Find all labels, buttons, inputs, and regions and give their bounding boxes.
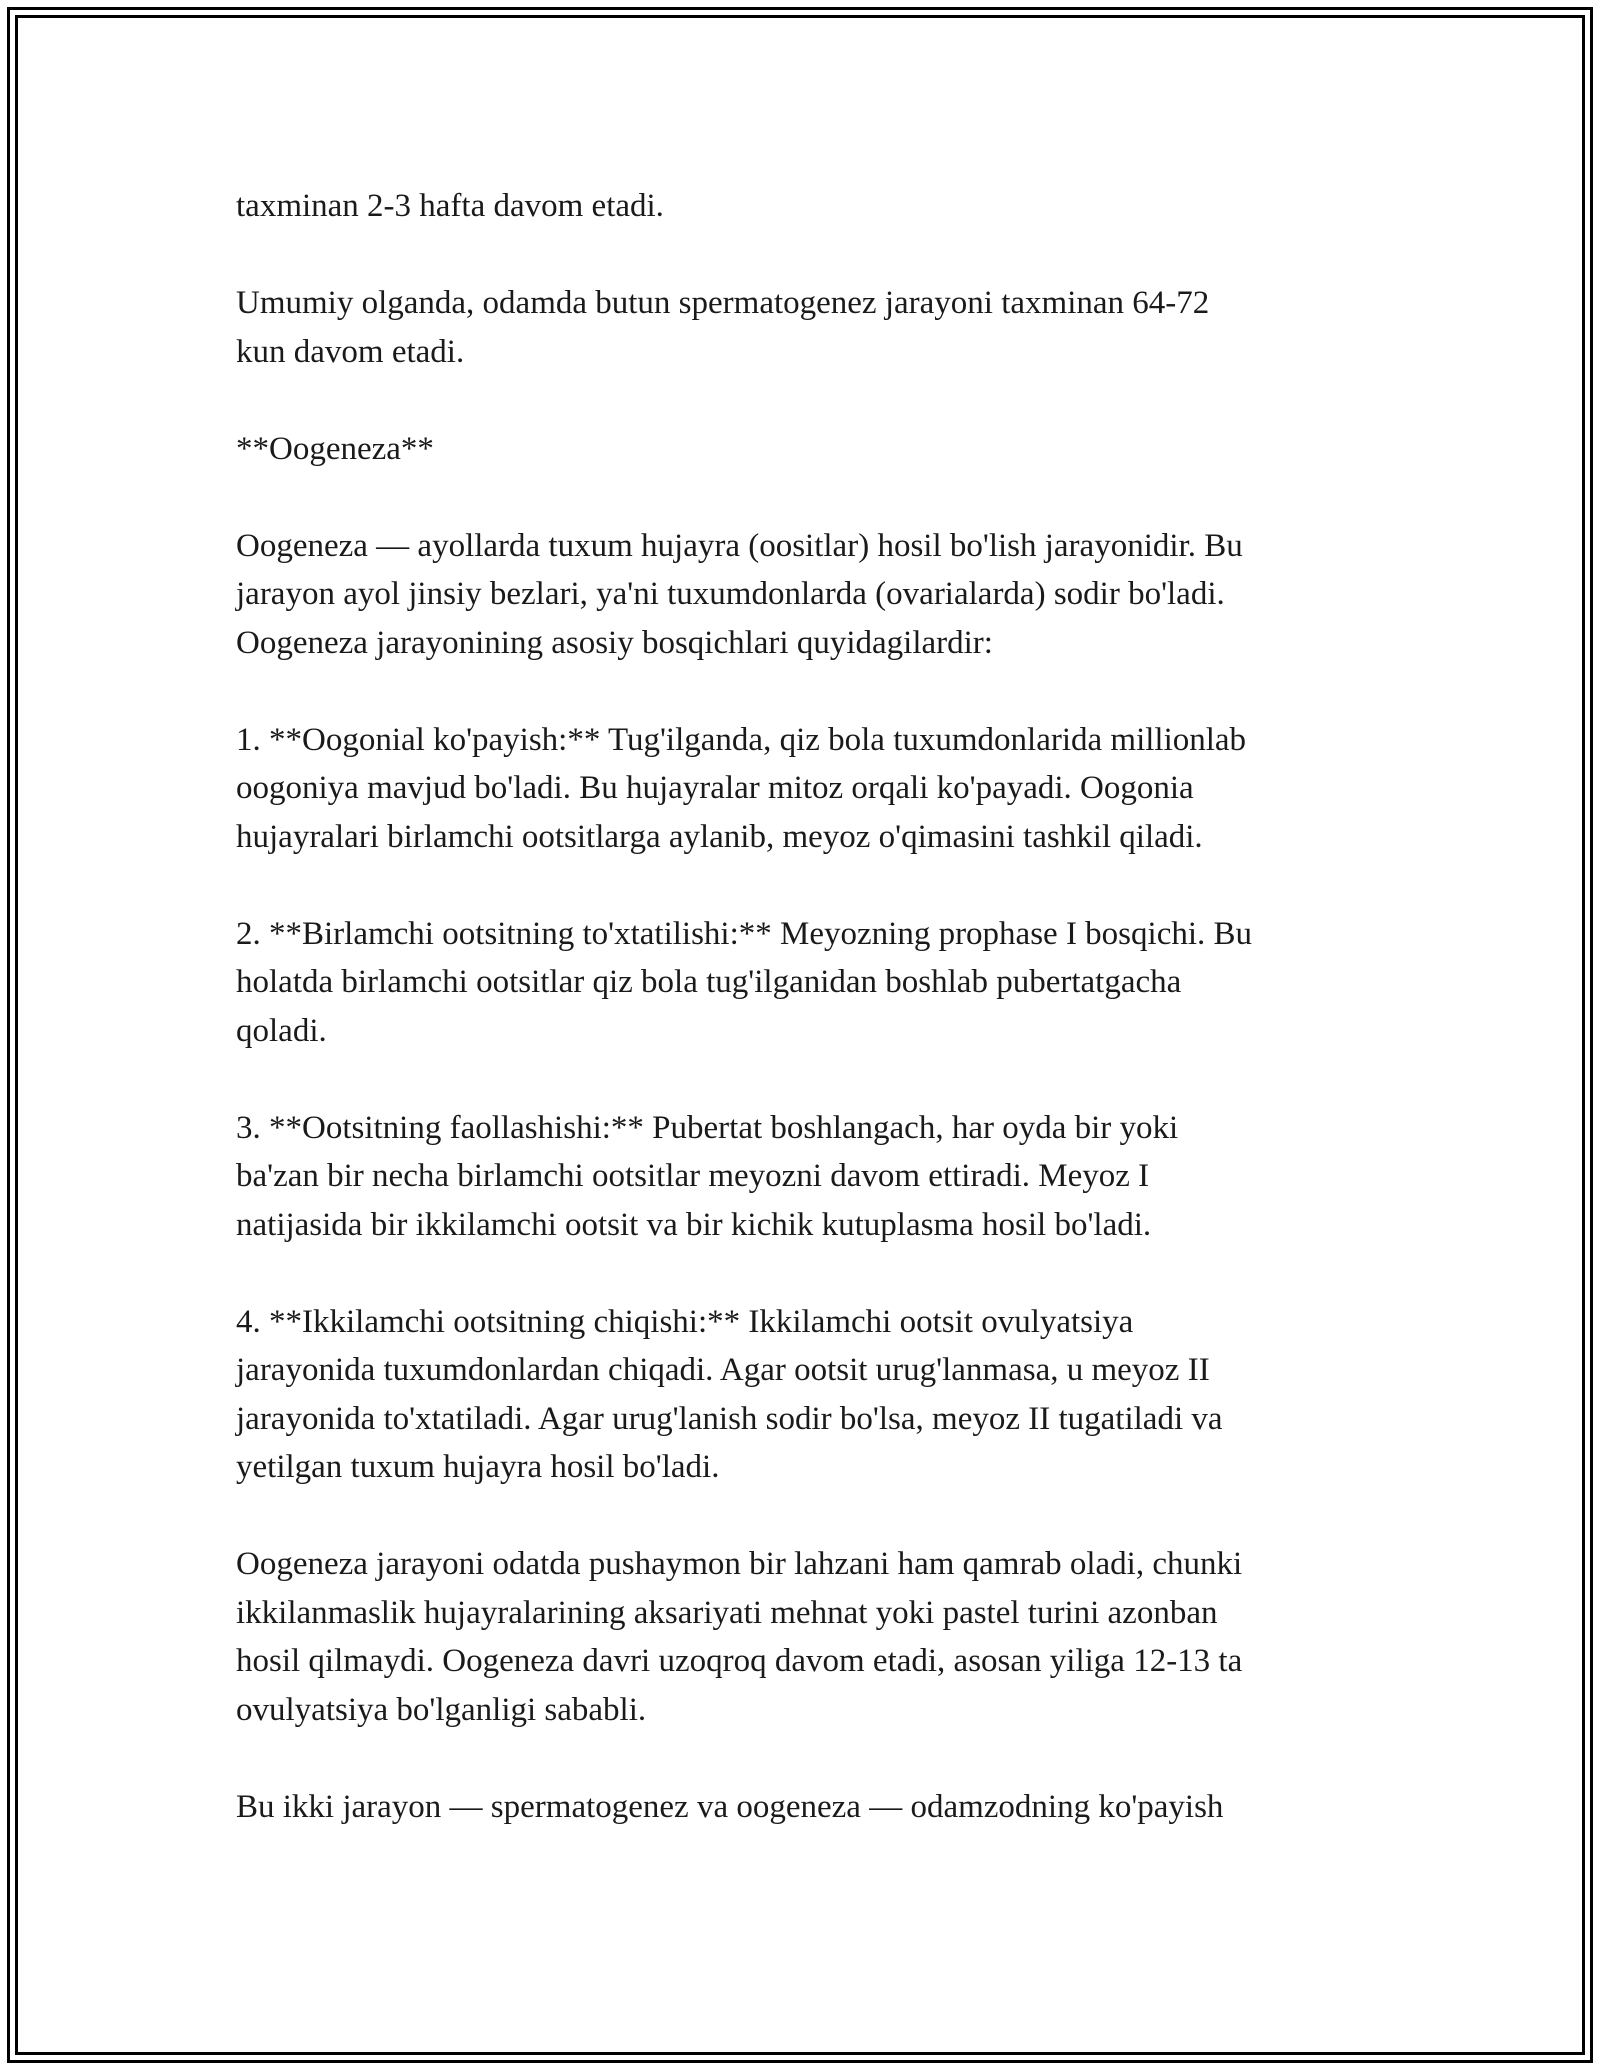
text-line: 4. **Ikkilamchi ootsitning chiqishi:** Ikkilamchi ootsit ovulyatsiya <box>236 1303 1134 1340</box>
text-line: jarayonida to'xtatiladi. Agar urug'lanish sodir bo'lsa, meyoz II tugatiladi va <box>236 1400 1223 1437</box>
paragraph <box>236 1104 1386 1250</box>
text-line: Bu ikki jarayon — spermatogenez va oogeneza — odamzodning ko'payish <box>236 1788 1224 1825</box>
text-line: qoladi. <box>236 1012 327 1049</box>
text-line: ikkilanmaslik hujayralarining aksariyati mehnat yoki pastel turini azonban <box>236 1594 1218 1631</box>
text-line: jarayonida tuxumdonlardan chiqadi. Agar ootsit urug'lanmasa, u meyoz II <box>236 1352 1210 1388</box>
paragraph <box>236 1783 1386 1832</box>
text-line: natijasida bir ikkilamchi ootsit va bir kichik kutuplasma hosil bo'ladi. <box>236 1206 1152 1243</box>
paragraph <box>236 1540 1386 1734</box>
text-line: 1. **Oogonial ko'payish:** Tug'ilganda, qiz bola tuxumdonlarida millionlab <box>236 721 1247 758</box>
text-line: ovulyatsiya bo'lganligi sababli. <box>236 1691 647 1728</box>
text-line: taxminan 2-3 hafta davom etadi. <box>236 188 664 224</box>
paragraph <box>236 182 1386 231</box>
text-line: **Oogeneza** <box>236 430 434 467</box>
document-body <box>236 182 1386 1880</box>
text-line: yetilgan tuxum hujayra hosil bo'ladi. <box>236 1449 720 1485</box>
text-line: Oogeneza jarayonining asosiy bosqichlari quyidagilardir: <box>236 624 993 661</box>
paragraph <box>236 522 1386 668</box>
text-line: Oogeneza — ayollarda tuxum hujayra (oositlar) hosil bo'lish jarayonidir. Bu <box>236 527 1243 564</box>
paragraph <box>236 910 1386 1056</box>
text-line: Oogeneza jarayoni odatda pushaymon bir lahzani ham qamrab oladi, chunki <box>236 1546 1243 1582</box>
text-line: hujayralari birlamchi ootsitlarga aylanib, meyoz o'qimasini tashkil qiladi. <box>236 818 1203 855</box>
text-line: 3. **Ootsitning faollashishi:** Pubertat boshlangach, har oyda bir yoki <box>236 1109 1179 1146</box>
paragraph <box>236 425 1386 474</box>
paragraph <box>236 716 1386 862</box>
text-line: jarayon ayol jinsiy bezlari, ya'ni tuxumdonlarda (ovarialarda) sodir bo'ladi. <box>236 576 1225 612</box>
text-line: 2. **Birlamchi ootsitning to'xtatilishi:** Meyozning prophase I bosqichi. Bu <box>236 915 1253 952</box>
paragraph <box>236 279 1386 376</box>
text-line: oogoniya mavjud bo'ladi. Bu hujayralar mitoz orqali ko'payadi. Oogonia <box>236 770 1194 806</box>
text-line: ba'zan bir necha birlamchi ootsitlar meyozni davom ettiradi. Meyoz I <box>236 1158 1150 1194</box>
text-line: Umumiy olganda, odamda butun spermatogenez jarayoni taxminan 64-72 <box>236 285 1210 321</box>
text-line: hosil qilmaydi. Oogeneza davri uzoqroq davom etadi, asosan yiliga 12-13 ta <box>236 1643 1243 1679</box>
text-line: kun davom etadi. <box>236 333 465 370</box>
paragraph <box>236 1298 1386 1492</box>
text-line: holatda birlamchi ootsitlar qiz bola tug'ilganidan boshlab pubertatgacha <box>236 964 1182 1000</box>
